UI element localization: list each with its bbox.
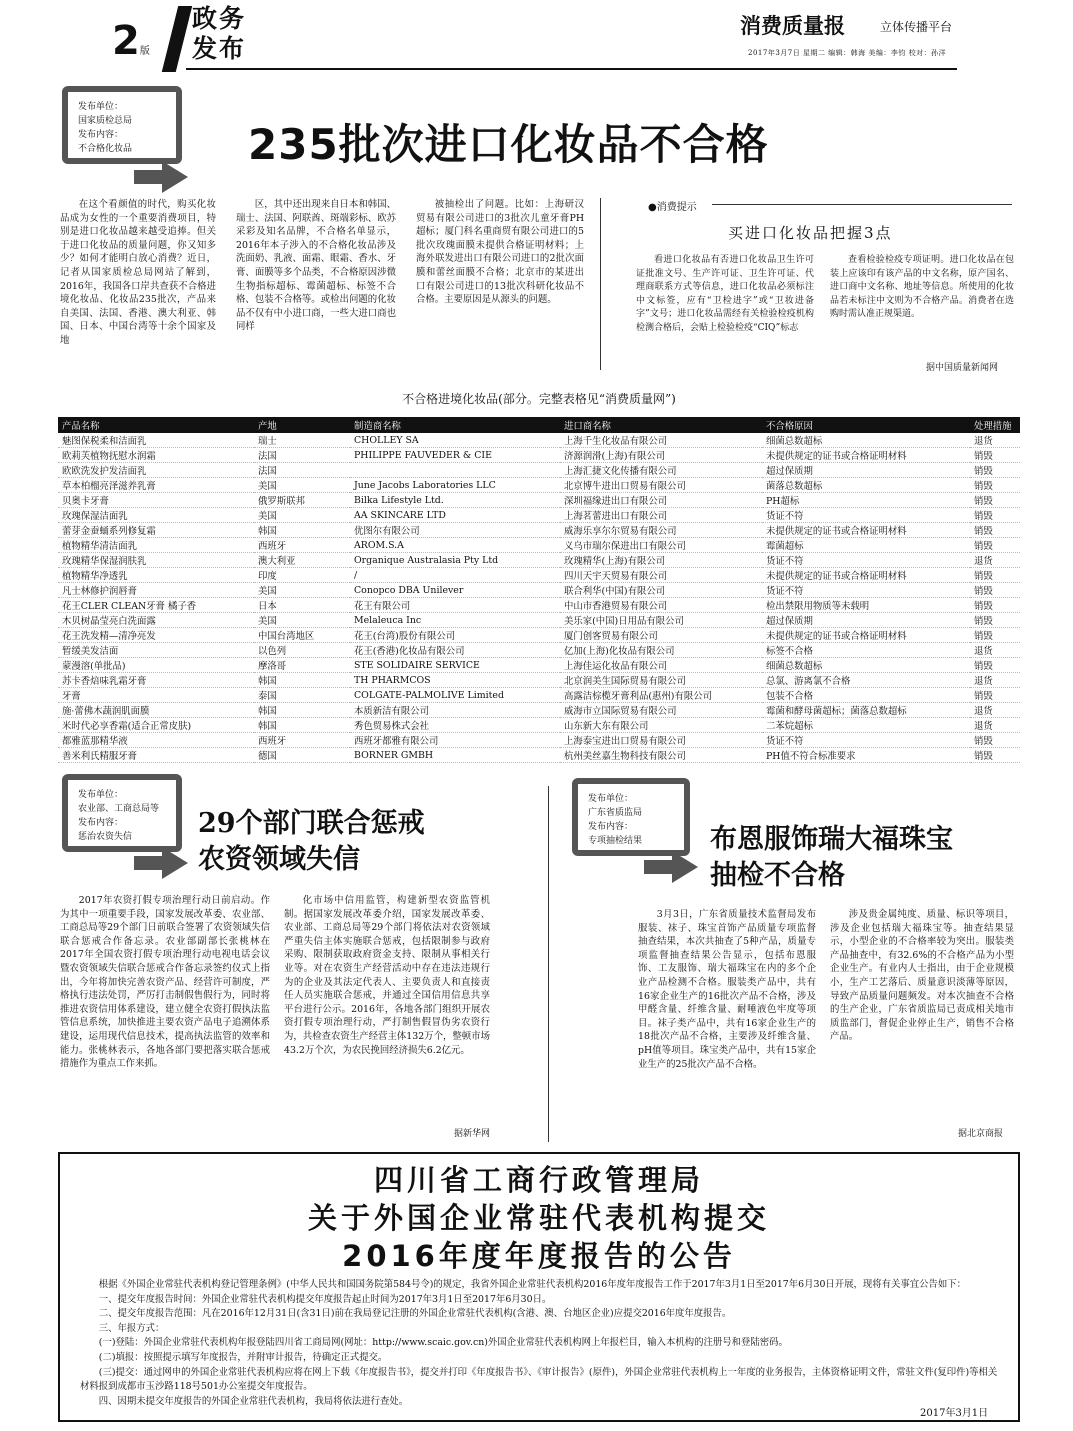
article1-col1: 在这个看颜值的时代，购买化妆品成为女性的一个重要消费项目，特别是进口化妆品越来越受追捧。但关于进口化妆品的质量问题，你又知多少？如何才能明白放心消费？近日，记者从国家质检总局网站了解到，2016年，我国各口岸共查获不合格进境化妆品、化妆品235批次，产品来自美国、法国、香港、澳大利亚、韩国、日本、中国台湾等十余个国家及地 (60, 199, 216, 346)
cell-manufacturer: Conopco DBA Unilever (350, 583, 560, 598)
header-product: 产品名称 (58, 417, 254, 433)
cell-manufacturer: 花王(台湾)股份有限公司 (350, 628, 560, 643)
cell-product: 苏卡香焙味乳霜牙膏 (58, 673, 254, 688)
cell-origin: 西班牙 (254, 538, 350, 553)
masthead-tagline: 立体传播平台 (880, 20, 953, 34)
article3-col1: 3月3日，广东省质量技术监督局发布服装、袜子、珠宝首饰产品质量专项监督抽查结果，本次共抽查了5种产品，质量专项监督抽查结果公告显示，包括布恩服饰、工友服饰、瑞大福珠宝在内的多个企业产品检测不合格。服装类产品中，共有16家企业生产的16批次产品不合格，涉及甲醛含量、纤维含量、耐唾液色牢度等项目。袜子类产品中，共有16家企业生产的18批次产品不合格，主要涉及纤维含量、pH值等项目。珠宝类产品中，共有15家企业生产的25批次产品不合格。 (638, 909, 816, 1070)
header-manufacturer: 制造商名称 (350, 417, 560, 433)
tips-col1: 看进口化妆品有否进口化妆品卫生许可证批准文号、生产许可证、卫生许可证、代理商联系方式等信息，进口化妆品必须标注中文标签，应有“卫检进字”或“卫妆进备字”文号；进口化妆品需经有关检验检疫机构检测合格后，会贴上检验检疫“CIQ”标志 (636, 255, 814, 333)
cell-action: 退货 (970, 643, 1020, 658)
cell-action: 销毁 (970, 508, 1020, 523)
cell-product: 善米利氏精服牙膏 (58, 748, 254, 763)
issue-info: 2017年3月7日 星期二 编辑：韩海 美编：李钧 校对：孙洋 (748, 49, 947, 57)
publisher-label: 发布单位： (78, 102, 124, 112)
announcement-intro: 根据《外国企业常驻代表机构登记管理条例》(中华人民共和国国务院第584号令)的规定，我省外国企业常驻代表机构2016年度年度报告工作于2017年3月1日至2017年6月30日开展，现将有关事宜公告如下： (98, 1279, 967, 1290)
cell-manufacturer: 花王有限公司 (350, 598, 560, 613)
cell-reason: 标签不合格 (762, 643, 970, 658)
cell-importer: 北京博牛进出口贸易有限公司 (560, 478, 762, 493)
cell-origin: 韩国 (254, 703, 350, 718)
cell-reason: 货证不符 (762, 733, 970, 748)
table-header-row (58, 417, 1020, 433)
content-label: 发布内容： (588, 822, 634, 832)
arrow-icon-stem (644, 860, 674, 874)
headline-3: 布恩服饰瑞大福珠宝 抽检不合格 (710, 824, 953, 891)
cell-action: 销毁 (970, 748, 1020, 763)
article1-col3: 被抽检出了问题。比如：上海研汉贸易有限公司进口的3批次儿童牙膏PH超标；厦门科名重商贸有限公司进口的5批次玫瑰面膜未提供合格证明材料；上海外联发进出口有限公司进口的2批次面膜和蕾丝面膜不合格；北京市的某进出口有限公司进口的13批次科研化妆品不合格。主要原因是从源头的问题。 (416, 199, 584, 306)
cell-product: 玫瑰精华保湿润肤乳 (58, 553, 254, 568)
table-row (58, 688, 1020, 703)
cell-reason: 未提供规定的证书或合格证明材料 (762, 568, 970, 583)
article2-col1: 2017年农资打假专项治理行动日前启动。作为其中一项重要手段，国家发展改革委、农业部、工商总局等29个部门日前联合签署了农资领域失信联合惩戒合作备忘录。农业部副部长张桃林在2017年全国农资打假专项治理行动电视电话会议暨农资领域失信联合惩戒合作备忘录签约仪式上指出，今年将加快完善农资产品、经营许可制度，严格执行违法处罚，严厉打击制假售假行为，同时将推进农资信用体系建设，建立健全农资打假执法监管信息系统，加快推进主要农资产品电子追溯体系建设，运用现代信息技术，提高执法监管的效率和能力。张桃林表示，各地各部门要把落实联合惩戒措施作为重点工作来抓。 (60, 895, 270, 1070)
table-row (58, 628, 1020, 643)
tips-source: 据中国质量新闻网 (926, 363, 999, 373)
section-title: 政务 发布 (192, 4, 247, 63)
announcement-title-1: 四川省工商行政管理局 (373, 1163, 704, 1197)
announcement-body (80, 1278, 1000, 1409)
cell-product: 都雅蓝那精华液 (58, 733, 254, 748)
cell-manufacturer: STE SOLIDAIRE SERVICE (350, 658, 560, 673)
table-row (58, 523, 1020, 538)
cell-product: 凡士林修护润唇膏 (58, 583, 254, 598)
content-name: 专项抽检结果 (588, 836, 643, 846)
header-action: 处理措施 (970, 417, 1020, 433)
table-row (58, 478, 1020, 493)
cell-importer: 上海茗蕾进出口有限公司 (560, 508, 762, 523)
cell-manufacturer: Melaleuca Inc (350, 613, 560, 628)
cell-importer: 威海乐享尔尔贸易有限公司 (560, 523, 762, 538)
arrow-right-icon (162, 161, 188, 193)
publisher-box-1 (62, 86, 182, 164)
content-label: 发布内容： (78, 818, 124, 828)
table-row (58, 448, 1020, 463)
content-label: 发布内容： (78, 130, 124, 140)
cell-action: 销毁 (970, 493, 1020, 508)
cell-manufacturer: AROM.S.A (350, 538, 560, 553)
cell-reason: 未提供规定的证书或合格证明材料 (762, 628, 970, 643)
cell-action: 销毁 (970, 598, 1020, 613)
publisher-label: 发布单位： (588, 794, 634, 804)
cell-action: 退货 (970, 553, 1020, 568)
cell-manufacturer: COLGATE-PALMOLIVE Limited (350, 688, 560, 703)
table-row (58, 583, 1020, 598)
cell-manufacturer: 花王(香港)化妆品有限公司 (350, 643, 560, 658)
cell-origin: 美国 (254, 478, 350, 493)
cell-importer: 北京润美生国际贸易有限公司 (560, 673, 762, 688)
cell-action: 退货 (970, 718, 1020, 733)
cell-product: 玫瑰保湿洁面乳 (58, 508, 254, 523)
cell-manufacturer: Organique Australasia Pty Ltd (350, 553, 560, 568)
cell-manufacturer: BORNER GMBH (350, 748, 560, 763)
article3-source: 据北京商报 (958, 1129, 1004, 1139)
cell-action: 退货 (970, 673, 1020, 688)
cell-reason: 霉菌超标 (762, 538, 970, 553)
cell-origin: 印度 (254, 568, 350, 583)
cell-reason: 超过保质期 (762, 463, 970, 478)
table-row (58, 433, 1020, 448)
publisher-box-3 (572, 778, 690, 856)
announcement-title-2: 关于外国企业常驻代表机构提交 (307, 1201, 770, 1235)
cell-importer: 四川天宇天贸易有限公司 (560, 568, 762, 583)
announcement-item: (二)填报：按照提示填写年度报告，并附审计报告，待确定正式提交。 (98, 1351, 388, 1363)
cell-action: 销毁 (970, 583, 1020, 598)
headline-2: 29个部门联合惩戒 农资领域失信 (198, 808, 425, 875)
headline-1: 235批次进口化妆品不合格 (248, 120, 769, 169)
cell-origin: 韩国 (254, 718, 350, 733)
cell-origin: 美国 (254, 613, 350, 628)
table-row (58, 613, 1020, 628)
table-row (58, 568, 1020, 583)
cell-reason: 货证不符 (762, 553, 970, 568)
cell-origin: 以色列 (254, 643, 350, 658)
cell-reason: 菌落总数超标 (762, 478, 970, 493)
table-row (58, 553, 1020, 568)
cell-manufacturer: June Jacobs Laboratories LLC (350, 478, 560, 493)
cell-product: 蕾芽金蚕蛹系列修复霜 (58, 523, 254, 538)
cell-origin: 日本 (254, 598, 350, 613)
cell-action: 销毁 (970, 568, 1020, 583)
cell-action: 退货 (970, 703, 1020, 718)
defects-table (58, 417, 1020, 763)
header-origin: 产地 (254, 417, 350, 433)
table-row (58, 598, 1020, 613)
cell-manufacturer: 秀色贸易株式会社 (350, 718, 560, 733)
cell-importer: 美乐家(中国)日用品有限公司 (560, 613, 762, 628)
cell-reason: 货证不符 (762, 583, 970, 598)
publisher-name: 农业部、工商总局等 (78, 804, 160, 814)
announcement-item: 三、年报方式： (98, 1322, 165, 1334)
cell-product: 植物精华净透乳 (58, 568, 254, 583)
cell-origin: 瑞士 (254, 433, 350, 448)
publisher-box-2 (62, 774, 182, 852)
cell-origin: 摩洛哥 (254, 658, 350, 673)
cell-origin: 韩国 (254, 523, 350, 538)
cell-reason: 未提供规定的证书或合格证明材料 (762, 523, 970, 538)
cell-action: 销毁 (970, 733, 1020, 748)
cell-product: 蒙漫溶(单批品) (58, 658, 254, 673)
cell-reason: 包装不合格 (762, 688, 970, 703)
cell-manufacturer: Bilka Lifestyle Ltd. (350, 493, 560, 508)
cell-product: 贝奥卡牙膏 (58, 493, 254, 508)
announcement-item: 二、提交年度报告范围：凡在2016年12月31日(含31日)前在我局登记注册的外国企业常驻代表机构(含港、澳、台地区企业)应提交2016年度年度报告。 (98, 1308, 732, 1320)
cell-importer: 上海泰宝进出口贸易有限公司 (560, 733, 762, 748)
publisher-name: 广东省质监局 (588, 808, 643, 818)
cell-action: 销毁 (970, 688, 1020, 703)
cell-origin: 法国 (254, 448, 350, 463)
cell-origin: 美国 (254, 508, 350, 523)
cell-manufacturer: CHOLLEY SA (350, 433, 560, 448)
cell-reason: PH值不符合标准要求 (762, 748, 970, 763)
arrow-icon-stem (134, 170, 164, 184)
cell-importer: 亿加(上海)化妆品有限公司 (560, 643, 762, 658)
content-name: 不合格化妆品 (78, 144, 133, 154)
cell-importer: 厦门创客贸易有限公司 (560, 628, 762, 643)
cell-product: 欧欧洗发护发洁面乳 (58, 463, 254, 478)
announcement-item: (一)登陆：外国企业常驻代表机构年报登陆四川省工商局网(网址：http://www.scaic.gov.cn)外国企业常驻代表机构网上年报栏目，输入本机构的注册号和登陆密码。 (98, 1337, 788, 1349)
cell-reason: 细菌总数超标 (762, 658, 970, 673)
cell-importer: 威海市立国际贸易有限公司 (560, 703, 762, 718)
cell-importer: 高露洁棕榄牙膏利品(惠州)有限公司 (560, 688, 762, 703)
article2-col2: 化市场中信用监管，构建新型农资监管机制。据国家发展改革委介绍，国家发展改革委、农业部、工商总局等29个部门将依法对农资领域严重失信主体实施联合惩戒，包括限制参与政府采购、限制获取政府资金支持、限制从事相关行业等。对在农资生产经营活动中存在违法违规行为的企业及其法定代表人、主要负责人和直接责任人员实施联合惩戒，并通过全国信用信息共享平台进行公示。2016年，各地各部门组织开展农资打假专项治理行动，严打制售假冒伪劣农资行为，共检查农资生产经营主体132万个，整顿市场43.2万个次，为农民挽回经济损失6.2亿元。 (284, 895, 490, 1056)
table-row (58, 748, 1020, 763)
cell-action: 销毁 (970, 523, 1020, 538)
page-number: 2版 (112, 18, 150, 64)
cell-product: 木贝树晶莹亮白洗面露 (58, 613, 254, 628)
cell-manufacturer: 优图尔有限公司 (350, 523, 560, 538)
cell-origin: 德国 (254, 748, 350, 763)
cell-action: 销毁 (970, 613, 1020, 628)
cell-product: 花王洗发精—清净亮发 (58, 628, 254, 643)
cell-product: 花王CLER CLEAN牙膏 橘子香 (58, 598, 254, 613)
publisher-label: 发布单位： (78, 790, 124, 800)
cell-importer: 深圳福缘进出口有限公司 (560, 493, 762, 508)
cell-importer: 上海佳运化妆品有限公司 (560, 658, 762, 673)
cell-reason: 超过保质期 (762, 613, 970, 628)
article3-col2: 涉及贵金属纯度、质量、标识等项目，涉及企业包括瑞大福珠宝等。抽查结果显示，小型企业的不合格率较为突出。服装类产品抽查中，有32.6%的不合格产品为小型企业生产。有业内人士指出，由于企业规模小，生产工艺落后、质量意识淡薄等原因，导致产品质量问题频发。对本次抽查不合格的生产企业，广东省质监局已责成相关地市质监部门，督促企业停止生产，销售不合格产品。 (830, 909, 1014, 1043)
cell-reason: 检出禁限用物质等未载明 (762, 598, 970, 613)
cell-importer: 山东新大东有限公司 (560, 718, 762, 733)
cell-product: 欧莉芙植物抚慰水润霜 (58, 448, 254, 463)
cell-manufacturer: AA SKINCARE LTD (350, 508, 560, 523)
publisher-name: 国家质检总局 (78, 116, 133, 126)
article2-source: 据新华网 (454, 1129, 491, 1139)
cell-importer: 上海汇捷文化传播有限公司 (560, 463, 762, 478)
column-divider (548, 786, 549, 1142)
cell-action: 销毁 (970, 628, 1020, 643)
cell-importer: 玫瑰精华(上海)有限公司 (560, 553, 762, 568)
table-row (58, 673, 1020, 688)
header-rule (186, 68, 957, 70)
cell-manufacturer: / (350, 568, 560, 583)
cell-action: 销毁 (970, 538, 1020, 553)
cell-manufacturer: PHILIPPE FAUVEDER & CIE (350, 448, 560, 463)
masthead: 消费质量报 (740, 14, 845, 38)
cell-product: 米时代必享香霜(适合正常皮肤) (58, 718, 254, 733)
table-row (58, 718, 1020, 733)
cell-importer: 杭州美丝嘉生物科技有限公司 (560, 748, 762, 763)
cell-action: 销毁 (970, 658, 1020, 673)
cell-reason: 总氯、游离氯不合格 (762, 673, 970, 688)
cell-reason: 细菌总数超标 (762, 433, 970, 448)
table-row (58, 658, 1020, 673)
header-reason: 不合格原因 (762, 417, 970, 433)
cell-product: 牙膏 (58, 688, 254, 703)
header-importer: 进口商名称 (560, 417, 762, 433)
cell-importer: 济源润滑(上海)有限公司 (560, 448, 762, 463)
tips-rule (712, 204, 1012, 205)
cell-reason: 未提供规定的证书或合格证明材料 (762, 448, 970, 463)
cell-origin: 中国台湾地区 (254, 628, 350, 643)
announcement-title-3: 2016年度年度报告的公告 (342, 1239, 736, 1273)
cell-importer: 上海千生化妆品有限公司 (560, 433, 762, 448)
cell-reason: 霉菌和酵母菌超标；菌落总数超标 (762, 703, 970, 718)
column-divider (600, 198, 601, 370)
table-row (58, 493, 1020, 508)
announcement-item: (三)提交：通过网申的外国企业常驻代表机构应将在网上下载《年度报告书》，提交并打印《年度报告书》、《审计报告》(原件)，外国企业常驻代表机构上一年度的业务报告，主体资格证明文件，常驻文件(复印件)等相关材料报到成都市玉沙路118号501办公室提交年度报告。 (80, 1366, 998, 1393)
content-name: 惩治农资失信 (78, 832, 133, 842)
cell-product: 植物精华清洁面乳 (58, 538, 254, 553)
cell-manufacturer: 本质新洁有限公司 (350, 703, 560, 718)
cell-product: 魅图保税柔和洁面乳 (58, 433, 254, 448)
cell-product: 暂缓美发洁面 (58, 643, 254, 658)
table-row (58, 643, 1020, 658)
cell-reason: PH超标 (762, 493, 970, 508)
arrow-right-icon (162, 847, 188, 879)
cell-origin: 美国 (254, 583, 350, 598)
cell-reason: 二苯烷超标 (762, 718, 970, 733)
cell-product: 草本柏榴亮泽滋养乳膏 (58, 478, 254, 493)
cell-origin: 韩国 (254, 673, 350, 688)
arrow-icon-stem (134, 856, 164, 870)
article1-col2: 区，其中还出现来自日本和韩国、瑞士、法国、阿联酋、斑端彩标、欧苏采彩及知名品牌，不合格名单显示，2016年本子涉入的不合格化妆品涉及洗面奶、乳液、面霜、眼霜、香水、牙膏、面膜等多个品类，不合格原因涉微生物指标超标、霉菌超标、标签不合格、包装不合格等。或检出问题的化妆品不仅有中小进口商，一些大进口商也同样 (236, 199, 396, 333)
tips-col2: 查看检验检疫专项证明。进口化妆品在包装上应该印有该产品的中文名称，原产国名、进口商中文名称、地址等信息。所使用的化妆品若未标注中文则为不合格产品。消费者在选购时需认准正规渠道。 (830, 255, 1014, 320)
cell-origin: 西班牙 (254, 733, 350, 748)
announcement-date: 2017年3月1日 (920, 1408, 989, 1419)
table-row (58, 508, 1020, 523)
table-row (58, 463, 1020, 478)
table-row (58, 703, 1020, 718)
cell-action: 销毁 (970, 448, 1020, 463)
cell-importer: 义乌市瑞尔保进出口有限公司 (560, 538, 762, 553)
tips-title: 买进口化妆品把握3点 (728, 224, 893, 242)
cell-manufacturer: 西班牙都雅有限公司 (350, 733, 560, 748)
cell-importer: 联合利华(中国)有限公司 (560, 583, 762, 598)
table-row (58, 538, 1020, 553)
cell-reason: 货证不符 (762, 508, 970, 523)
cell-origin: 法国 (254, 463, 350, 478)
header-slash-decoration (162, 6, 192, 72)
cell-importer: 中山市香港贸易有限公司 (560, 598, 762, 613)
arrow-right-icon (672, 851, 698, 883)
table-row (58, 733, 1020, 748)
cell-origin: 澳大利亚 (254, 553, 350, 568)
tips-kicker: ●消费提示 (648, 202, 697, 213)
cell-product: 施·蕾佛木蔬润肌面膜 (58, 703, 254, 718)
announcement-item: 一、提交年度报告时间：外国企业常驻代表机构提交年度报告起止时间为2017年3月1日至2017年6月30日。 (98, 1293, 552, 1305)
announcement-item: 四、因期未提交年度报告的外国企业常驻代表机构，我局将依法进行查处。 (98, 1395, 409, 1407)
cell-origin: 俄罗斯联邦 (254, 493, 350, 508)
cell-manufacturer: TH PHARMCOS (350, 673, 560, 688)
cell-action: 销毁 (970, 463, 1020, 478)
cell-manufacturer (350, 463, 560, 478)
cell-action: 销毁 (970, 478, 1020, 493)
cell-origin: 泰国 (254, 688, 350, 703)
table-caption: 不合格进境化妆品(部分。完整表格见“消费质量网”) (402, 392, 676, 406)
cell-action: 退货 (970, 433, 1020, 448)
